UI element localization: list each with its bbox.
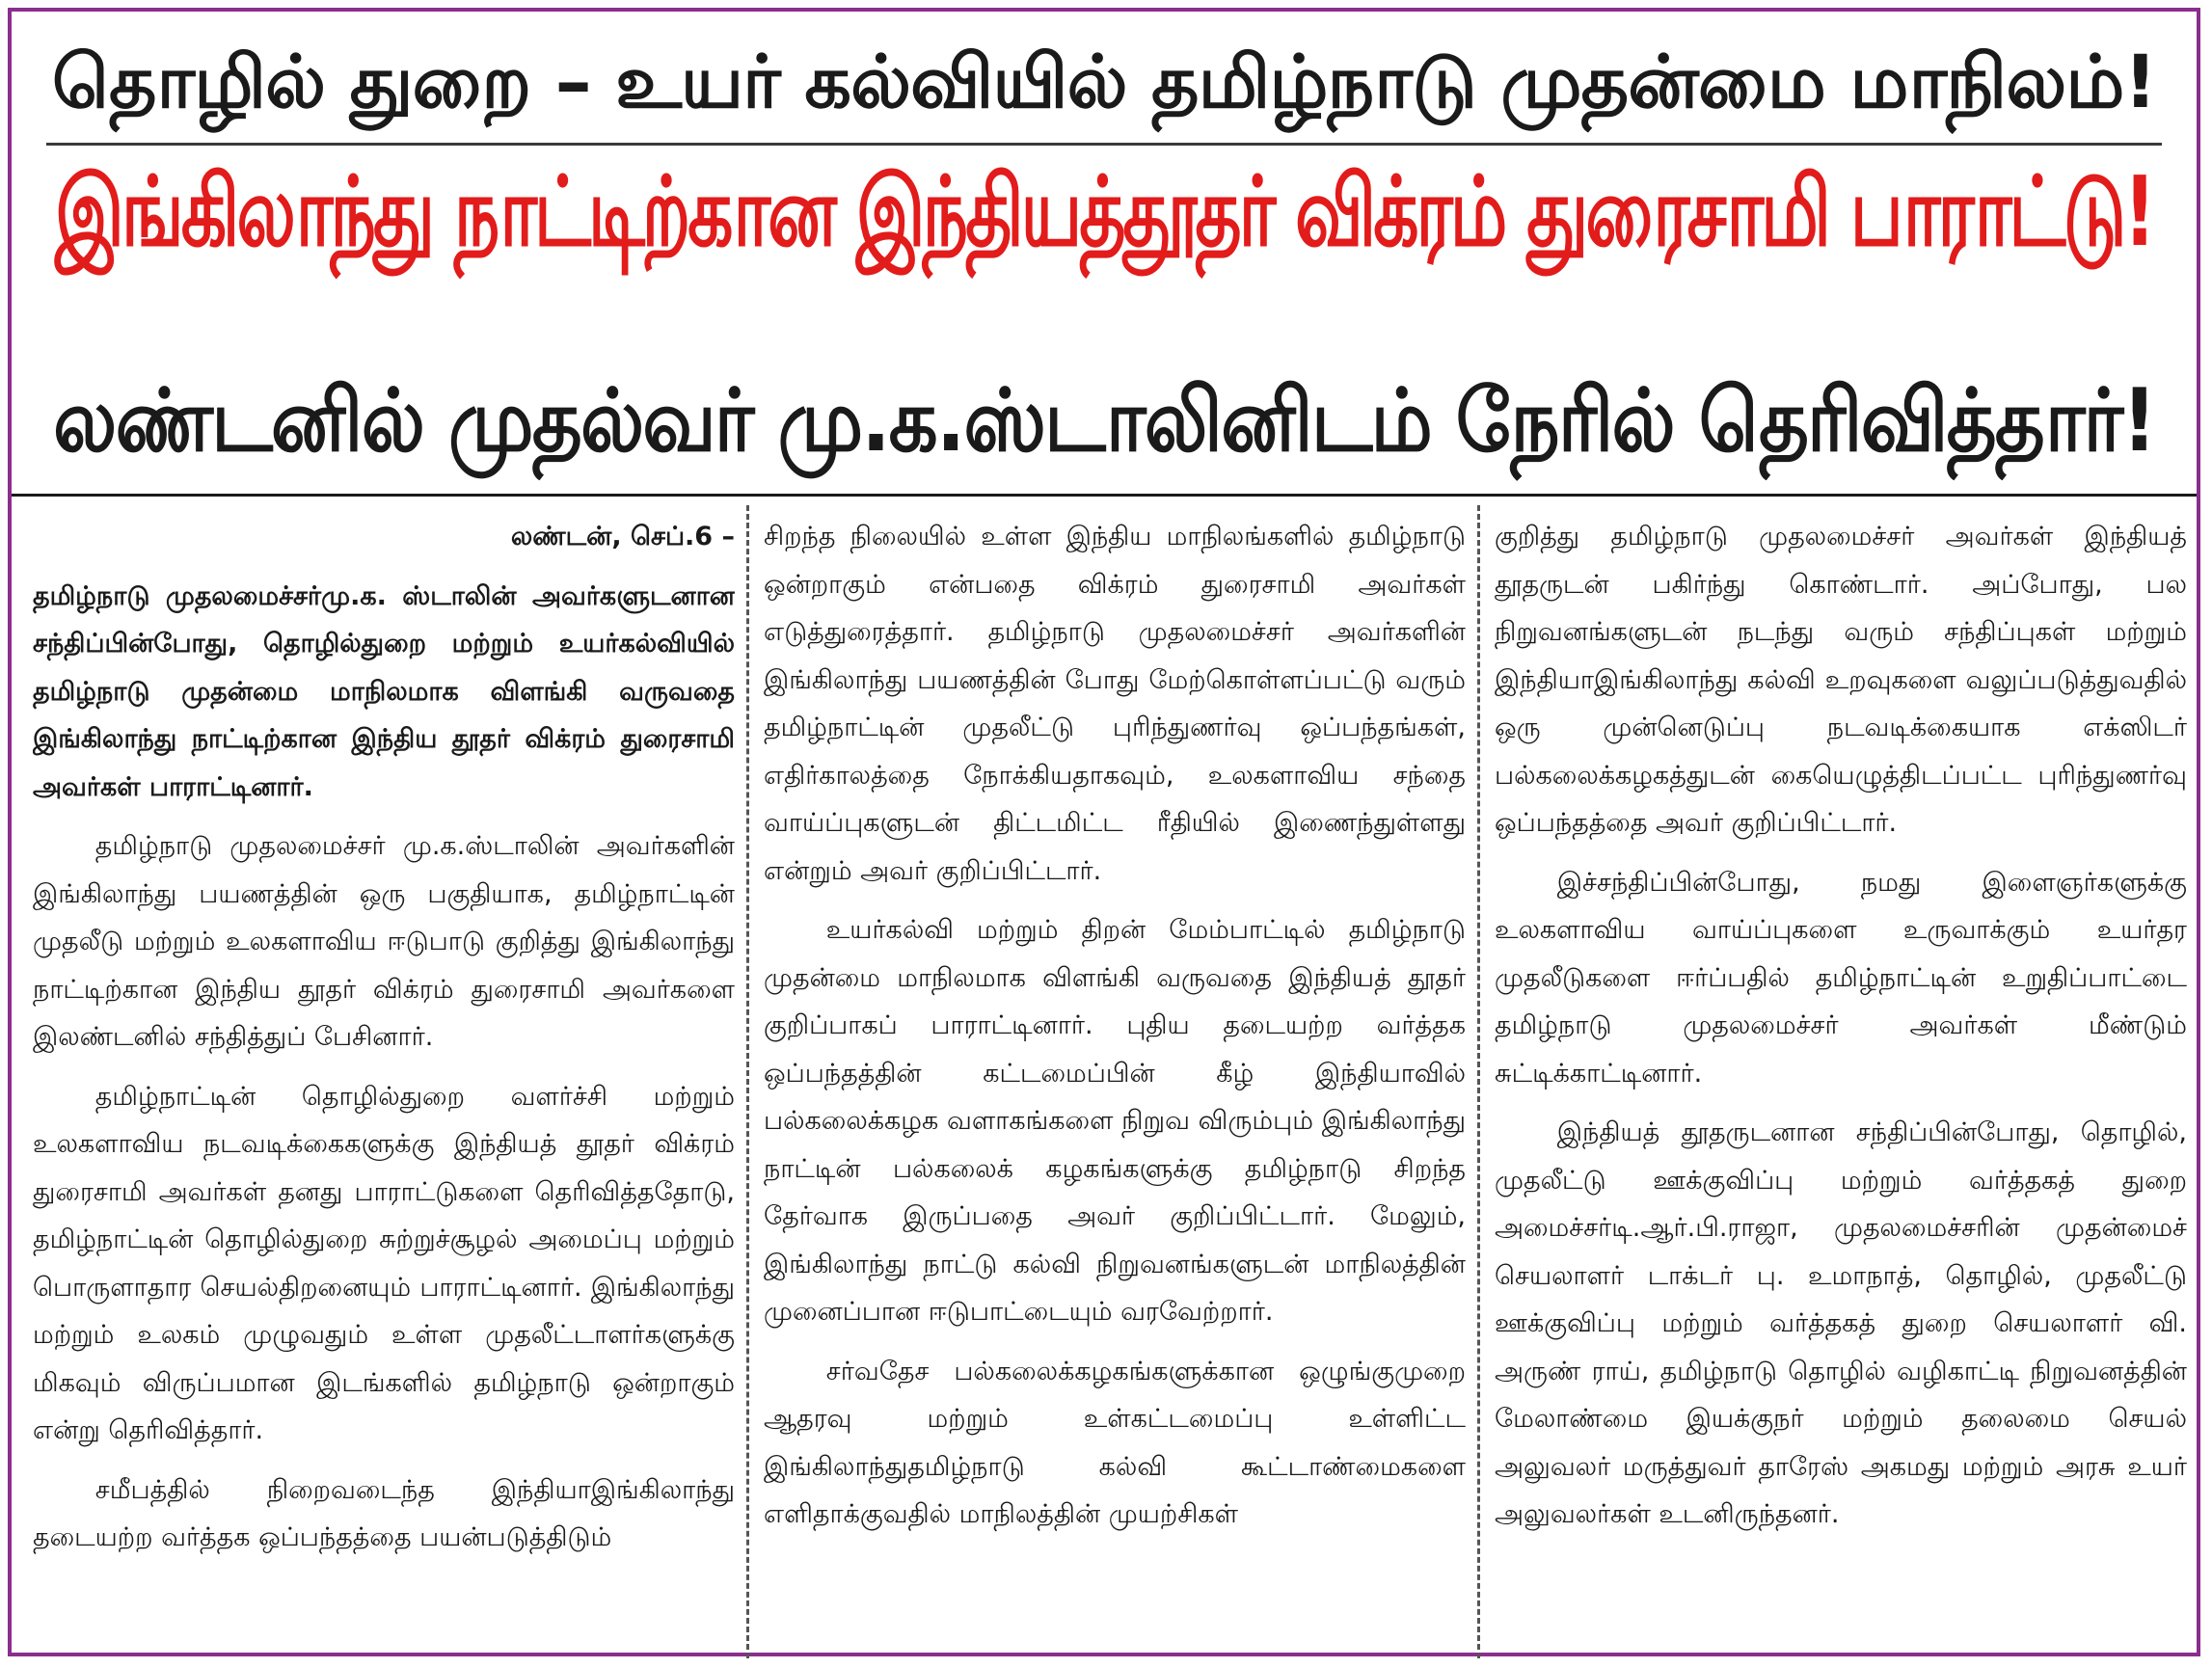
body-paragraph: தமிழ்நாடு முதலமைச்சர் மு.க.ஸ்டாலின் அவர்களின் இங்கிலாந்து பயணத்தின் ஒரு பகுதியாக, தமிழ்நாட்டின் முதலீடு மற்றும் உலகளாவிய ஈடுபாடு குறித்து இங்கிலாந்து நாட்டிற்கான இந்திய தூதர் விக்ரம் துரைசாமி அவர்களை இலண்டனில் சந்தித்துப் பேசினார். <box>33 831 735 1052</box>
body-paragraph: இச்சந்திப்பின்போது, நமது இளைஞர்களுக்கு உலகளாவிய வாய்ப்புகளை உருவாக்கும் உயர்தர முதலீடுகளை ஈர்ப்பதில் தமிழ்நாட்டின் உறுதிப்பாட்டை தமிழ்நாடு முதலமைச்சர் அவர்கள் மீண்டும் சுட்டிக்காட்டினார். <box>1495 867 2187 1089</box>
body-paragraph: சிறந்த நிலையில் உள்ள இந்திய மாநிலங்களில் தமிழ்நாடு ஒன்றாகும் என்பதை விக்ரம் துரைசாமி அவர்கள் எடுத்துரைத்தார். தமிழ்நாடு முதலமைச்சர் அவர்களின் இங்கிலாந்து பயணத்தின் போது மேற்கொள்ளப்பட்டு வரும் தமிழ்நாட்டின் முதலீட்டு புரிந்துணர்வு ஒப்பந்தங்கள், எதிர்காலத்தை நோக்கியதாகவும், உலகளாவிய சந்தை வாய்ப்புகளுடன் திட்டமிட்ட ரீதியில் இணைந்துள்ளது என்றும் அவர் குறிப்பிட்டார். <box>764 522 1466 886</box>
dateline: லண்டன், செப்.6 – <box>510 522 735 552</box>
body-paragraph: சமீபத்தில் நிறைவடைந்த இந்தியாஇங்கிலாந்து தடையற்ற வர்த்தக ஒப்பந்தத்தை பயன்படுத்திடும் <box>33 1474 735 1552</box>
headline-area <box>12 12 2197 505</box>
body-paragraph: இந்தியத் தூதருடனான சந்திப்பின்போது, தொழில், முதலீட்டு ஊக்குவிப்பு மற்றும் வர்த்தகத் துறை அமைச்சர்டி.ஆர்.பி.ராஜா, முதலமைச்சரின் முதன்மைச் செயலாளர் டாக்டர் பு. உமாநாத், தொழில், முதலீட்டு ஊக்குவிப்பு மற்றும் வர்த்தகத் துறை செயலாளர் வி. அருண் ராய், தமிழ்நாடு தொழில் வழிகாட்டி நிறுவனத்தின் மேலாண்மை இயக்குநர் மற்றும் தலைமை செயல் அலுவலர் மருத்துவர் தாரேஸ் அகமது மற்றும் அரசு உயர் அலுவலர்கள் உடனிருந்தனர். <box>1495 1117 2187 1529</box>
column-divider <box>1477 505 1480 1658</box>
main-headline: இங்கிலாந்து நாட்டிற்கான இந்தியத்தூதர் விக்ரம் துரைசாமி பாராட்டு! <box>54 156 2154 269</box>
column-divider <box>746 505 749 1658</box>
article-column-2 <box>764 513 1466 1646</box>
body-paragraph: சர்வதேச பல்கலைக்கழகங்களுக்கான ஒழுங்குமுறை ஆதரவு மற்றும் உள்கட்டமைப்பு உள்ளிட்ட இங்கிலாந்துதமிழ்நாடு கல்வி கூட்டாண்மைகளை எளிதாக்குவதில் மாநிலத்தின் முயற்சிகள் <box>764 1356 1466 1529</box>
article-column-1 <box>33 513 735 1646</box>
page-frame <box>8 8 2200 1656</box>
sub-headline: லண்டனில் முதல்வர் மு.க.ஸ்டாலினிடம் நேரில் தெரிவித்தார்! <box>53 370 2155 471</box>
lead-paragraph: தமிழ்நாடு முதலமைச்சர்மு.க. ஸ்டாலின் அவர்களுடனான சந்திப்பின்போது, தொழில்துறை மற்றும் உயர்கல்வியில் தமிழ்நாடு முதன்மை மாநிலமாக விளங்கி வருவதை இங்கிலாந்து நாட்டிற்கான இந்திய தூதர் விக்ரம் துரைசாமி அவர்கள் பாராட்டினார். <box>33 580 735 802</box>
headline-divider <box>12 494 2197 497</box>
body-paragraph: தமிழ்நாட்டின் தொழில்துறை வளர்ச்சி மற்றும் உலகளாவிய நடவடிக்கைகளுக்கு இந்தியத் தூதர் விக்ரம் துரைசாமி அவர்கள் தனது பாராட்டுகளை தெரிவித்ததோடு, தமிழ்நாட்டின் தொழில்துறை சுற்றுச்சூழல் அமைப்பு மற்றும் பொருளாதார செயல்திறனையும் பாராட்டினார். இங்கிலாந்து மற்றும் உலகம் முழுவதும் உள்ள முதலீட்டாளர்களுக்கு மிகவும் விருப்பமான இடங்களில் தமிழ்நாடு ஒன்றாகும் என்று தெரிவித்தார். <box>33 1081 735 1445</box>
body-paragraph: குறித்து தமிழ்நாடு முதலமைச்சர் அவர்கள் இந்தியத் தூதருடன் பகிர்ந்து கொண்டார். அப்போது, பல நிறுவனங்களுடன் நடந்து வரும் சந்திப்புகள் மற்றும் இந்தியாஇங்கிலாந்து கல்வி உறவுகளை வலுப்படுத்துவதில் ஒரு முன்னெடுப்பு நடவடிக்கையாக எக்ஸிடர் பல்கலைக்கழகத்துடன் கையெழுத்திடப்பட்ட புரிந்துணர்வு ஒப்பந்தத்தை அவர் குறிப்பிட்டார். <box>1495 522 2187 838</box>
body-paragraph: உயர்கல்வி மற்றும் திறன் மேம்பாட்டில் தமிழ்நாடு முதன்மை மாநிலமாக விளங்கி வருவதை இந்தியத் தூதர் குறிப்பாகப் பாராட்டினார். புதிய தடையற்ற வர்த்தக ஒப்பந்தத்தின் கட்டமைப்பின் கீழ் இந்தியாவில் பல்கலைக்கழக வளாகங்களை நிறுவ விரும்பும் இங்கிலாந்து நாட்டின் பல்கலைக் கழகங்களுக்கு தமிழ்நாடு சிறந்த தேர்வாக இருப்பதை அவர் குறிப்பிட்டார். மேலும், இங்கிலாந்து நாட்டு கல்வி நிறுவனங்களுடன் மாநிலத்தின் முனைப்பான ஈடுபாட்டையும் வரவேற்றார். <box>764 915 1466 1327</box>
kicker-headline: தொழில் துறை – உயர் கல்வியில் தமிழ்நாடு முதன்மை மாநிலம்! <box>51 39 2157 124</box>
article-column-3 <box>1495 513 2187 1646</box>
kicker-rule <box>46 143 2162 146</box>
